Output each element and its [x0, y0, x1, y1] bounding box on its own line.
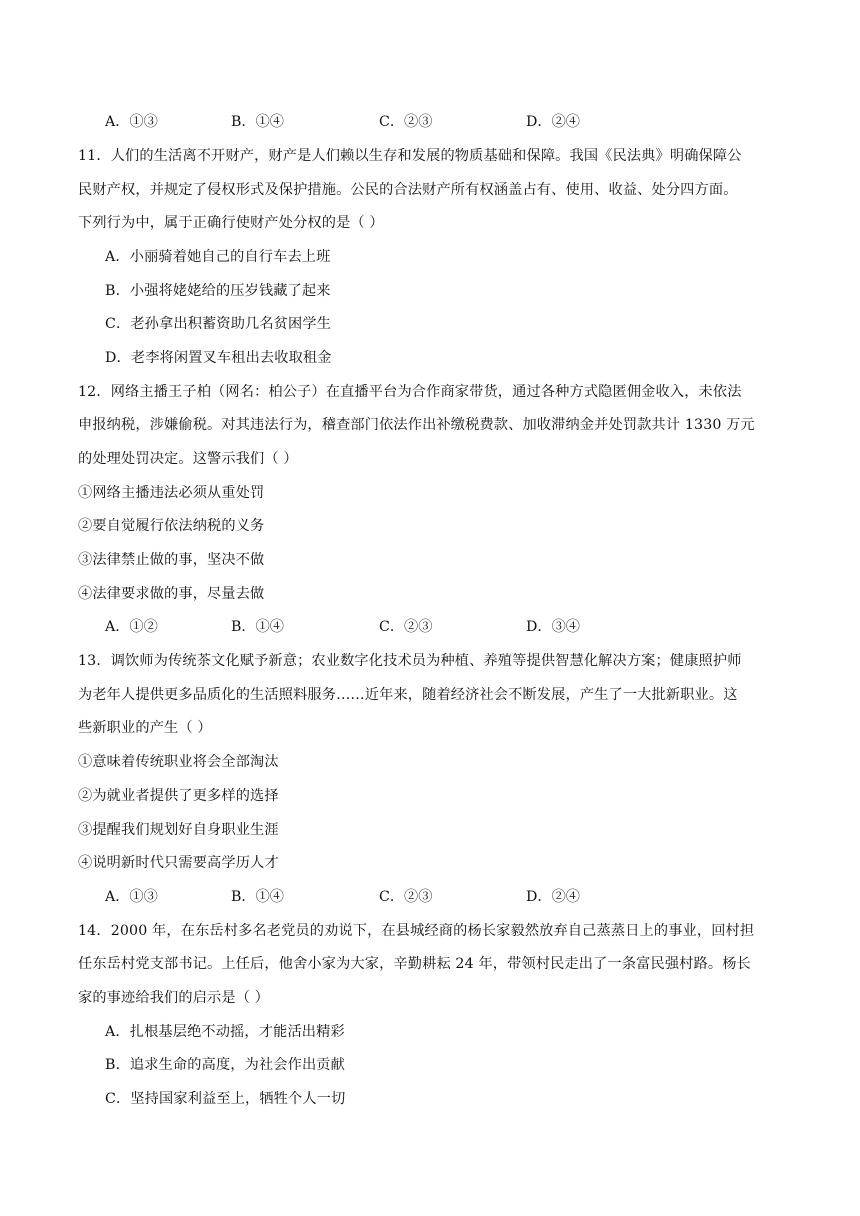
q12-statement-2: ②要自觉履行依法纳税的义务: [78, 518, 265, 534]
q13-statement-3: ③提醒我们规划好自身职业生涯: [78, 822, 279, 838]
q13-stem-line-1: 13．调饮师为传统茶文化赋予新意；农业数字化技术员为种植、养殖等提供智慧化解决方案；健康照护师: [78, 653, 742, 669]
q10-option-c: C．②③: [379, 114, 433, 130]
q14-option-a: A．扎根基层绝不动摇，才能活出精彩: [105, 1024, 345, 1040]
q11-option-b: B．小强将姥姥给的压岁钱藏了起来: [105, 283, 331, 299]
q10-option-b: B．①④: [231, 114, 284, 130]
q12-option-d: D．③④: [526, 619, 580, 635]
q13-option-b: B．①④: [231, 889, 284, 905]
q11-stem-line-2: 民财产权，并规定了侵权形式及保护措施。公民的合法财产所有权涵盖占有、使用、收益、处分四方面。: [78, 182, 738, 198]
q13-statement-4: ④说明新时代只需要高学历人才: [78, 855, 279, 871]
q14-stem-line-3: 家的事迹给我们的启示是（ ）: [78, 990, 270, 1006]
q12-statement-3: ③法律禁止做的事，坚决不做: [78, 552, 265, 568]
q12-statement-4: ④法律要求做的事，尽量去做: [78, 586, 265, 602]
q12-stem-line-2: 申报纳税，涉嫌偷税。对其违法行为，稽查部门依法作出补缴税费款、加收滞纳金并处罚款共计 1330 万元: [78, 417, 755, 433]
q13-statement-1: ①意味着传统职业将会全部淘汰: [78, 754, 279, 770]
q13-options-row: [105, 887, 705, 907]
q10-options-row: [105, 112, 705, 132]
q11-option-c: C．老孙拿出积蓄资助几名贫困学生: [105, 316, 332, 332]
q10-option-a: A．①③: [105, 114, 158, 130]
q11-stem-line-1: 11．人们的生活离不开财产，财产是人们赖以生存和发展的物质基础和保障。我国《民法典》明确保障公: [78, 148, 742, 164]
q11-option-a: A．小丽骑着她自己的自行车去上班: [105, 249, 331, 265]
q14-option-b: B．追求生命的高度，为社会作出贡献: [105, 1057, 345, 1073]
q13-option-a: A．①③: [105, 889, 158, 905]
q12-stem-line-3: 的处理处罚决定。这警示我们（ ）: [78, 451, 298, 467]
q14-stem-line-1: 14．2000 年，在东岳村多名老党员的劝说下，在县城经商的杨长家毅然放弃自己蒸蒸日上的事业，回村担: [78, 923, 755, 939]
q13-option-d: D．②④: [526, 889, 580, 905]
q11-option-d: D．老李将闲置叉车租出去收取租金: [105, 350, 332, 366]
q12-option-c: C．②③: [379, 619, 433, 635]
q13-statement-2: ②为就业者提供了更多样的选择: [78, 788, 279, 804]
q13-stem-line-2: 为老年人提供更多品质化的生活照料服务……近年来，随着经济社会不断发展，产生了一大批新职业。这: [78, 687, 738, 703]
q11-stem-line-3: 下列行为中，属于正确行使财产处分权的是（ ）: [78, 215, 384, 231]
q12-option-b: B．①④: [231, 619, 284, 635]
q12-option-a: A．①②: [105, 619, 158, 635]
q10-option-d: D．②④: [526, 114, 580, 130]
q12-statement-1: ①网络主播违法必须从重处罚: [78, 485, 265, 501]
q13-stem-line-3: 些新职业的产生（ ）: [78, 720, 212, 736]
q14-option-c: C．坚持国家利益至上，牺牲个人一切: [105, 1091, 346, 1107]
q13-option-c: C．②③: [379, 889, 433, 905]
q12-options-row: [105, 617, 705, 637]
q14-stem-line-2: 任东岳村党支部书记。上任后，他舍小家为大家，辛勤耕耘 24 年，带领村民走出了一条富民强村路。杨长: [78, 956, 751, 972]
q12-stem-line-1: 12．网络主播王子柏（网名：柏公子）在直播平台为合作商家带货，通过各种方式隐匿佣金收入，未依法: [78, 384, 742, 400]
